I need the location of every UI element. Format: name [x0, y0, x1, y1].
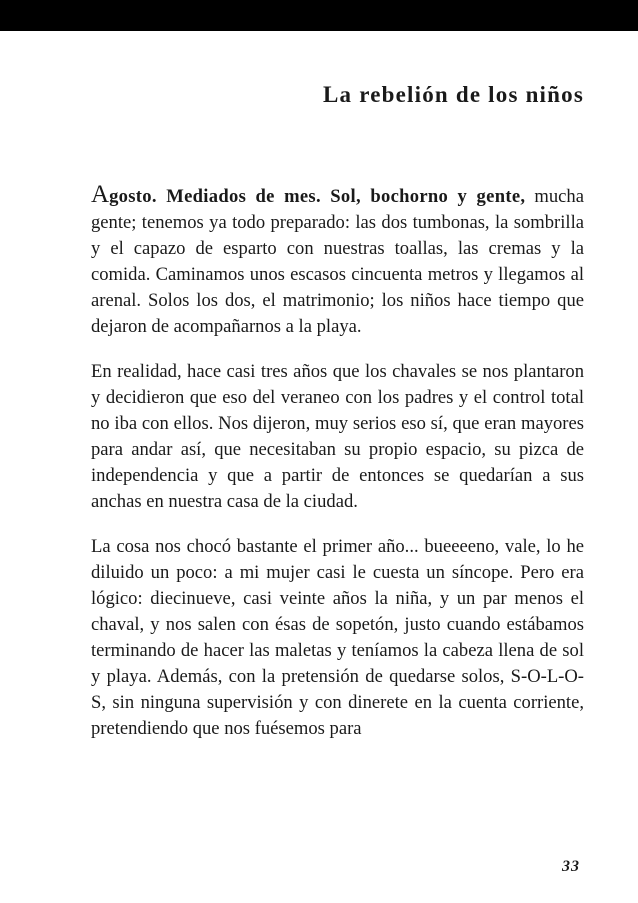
- top-black-bar: [0, 0, 638, 31]
- body-text: [91, 182, 584, 761]
- page-number: 33: [562, 858, 580, 875]
- paragraph-1: [91, 182, 584, 340]
- paragraph-3: La cosa nos chocó bastante el primer año... bueeeeno, vale, lo he diluido un poco: a mi mujer casi le cuesta un síncope. Pero era lógico: diecinueve, casi veinte años la niña, y un par menos el chaval, y nos salen con ésas de sopetón, justo cuando estábamos terminando de hacer las maletas y teníamos la cabeza llena de sol y playa. Además, con la pretensión de quedarse solos, S-O-L-O-S, sin ninguna supervisión y con dinerete en la cuenta corriente, pretendiendo que nos fuésemos para: [91, 536, 584, 739]
- paragraph-2: En realidad, hace casi tres años que los chavales se nos plantaron y decidieron que eso del veraneo con los padres y el control total no iba con ellos. Nos dijeron, muy serios eso sí, que eran mayores para andar así, que necesitaban su propio espacio, su pizca de independencia y que a partir de entonces se quedarían a sus anchas en nuestra casa de la ciudad.: [91, 361, 584, 512]
- lead-sentence: [91, 181, 526, 208]
- lead-initial: A: [91, 181, 110, 208]
- page-title: La rebelión de los niños: [323, 82, 584, 107]
- paragraph-1-text: mucha gente; tenemos ya todo preparado: las dos tumbonas, la sombrilla y el capazo de esparto con nuestras toallas, las cremas y la comida. Caminamos unos escasos cincuenta metros y llegamos al arenal. Solos los dos, el matrimonio; los niños hace tiempo que dejaron de acompañarnos a la playa.: [91, 186, 584, 337]
- lead-rest: gosto. Mediados de mes. Sol, bochorno y gente,: [109, 186, 526, 207]
